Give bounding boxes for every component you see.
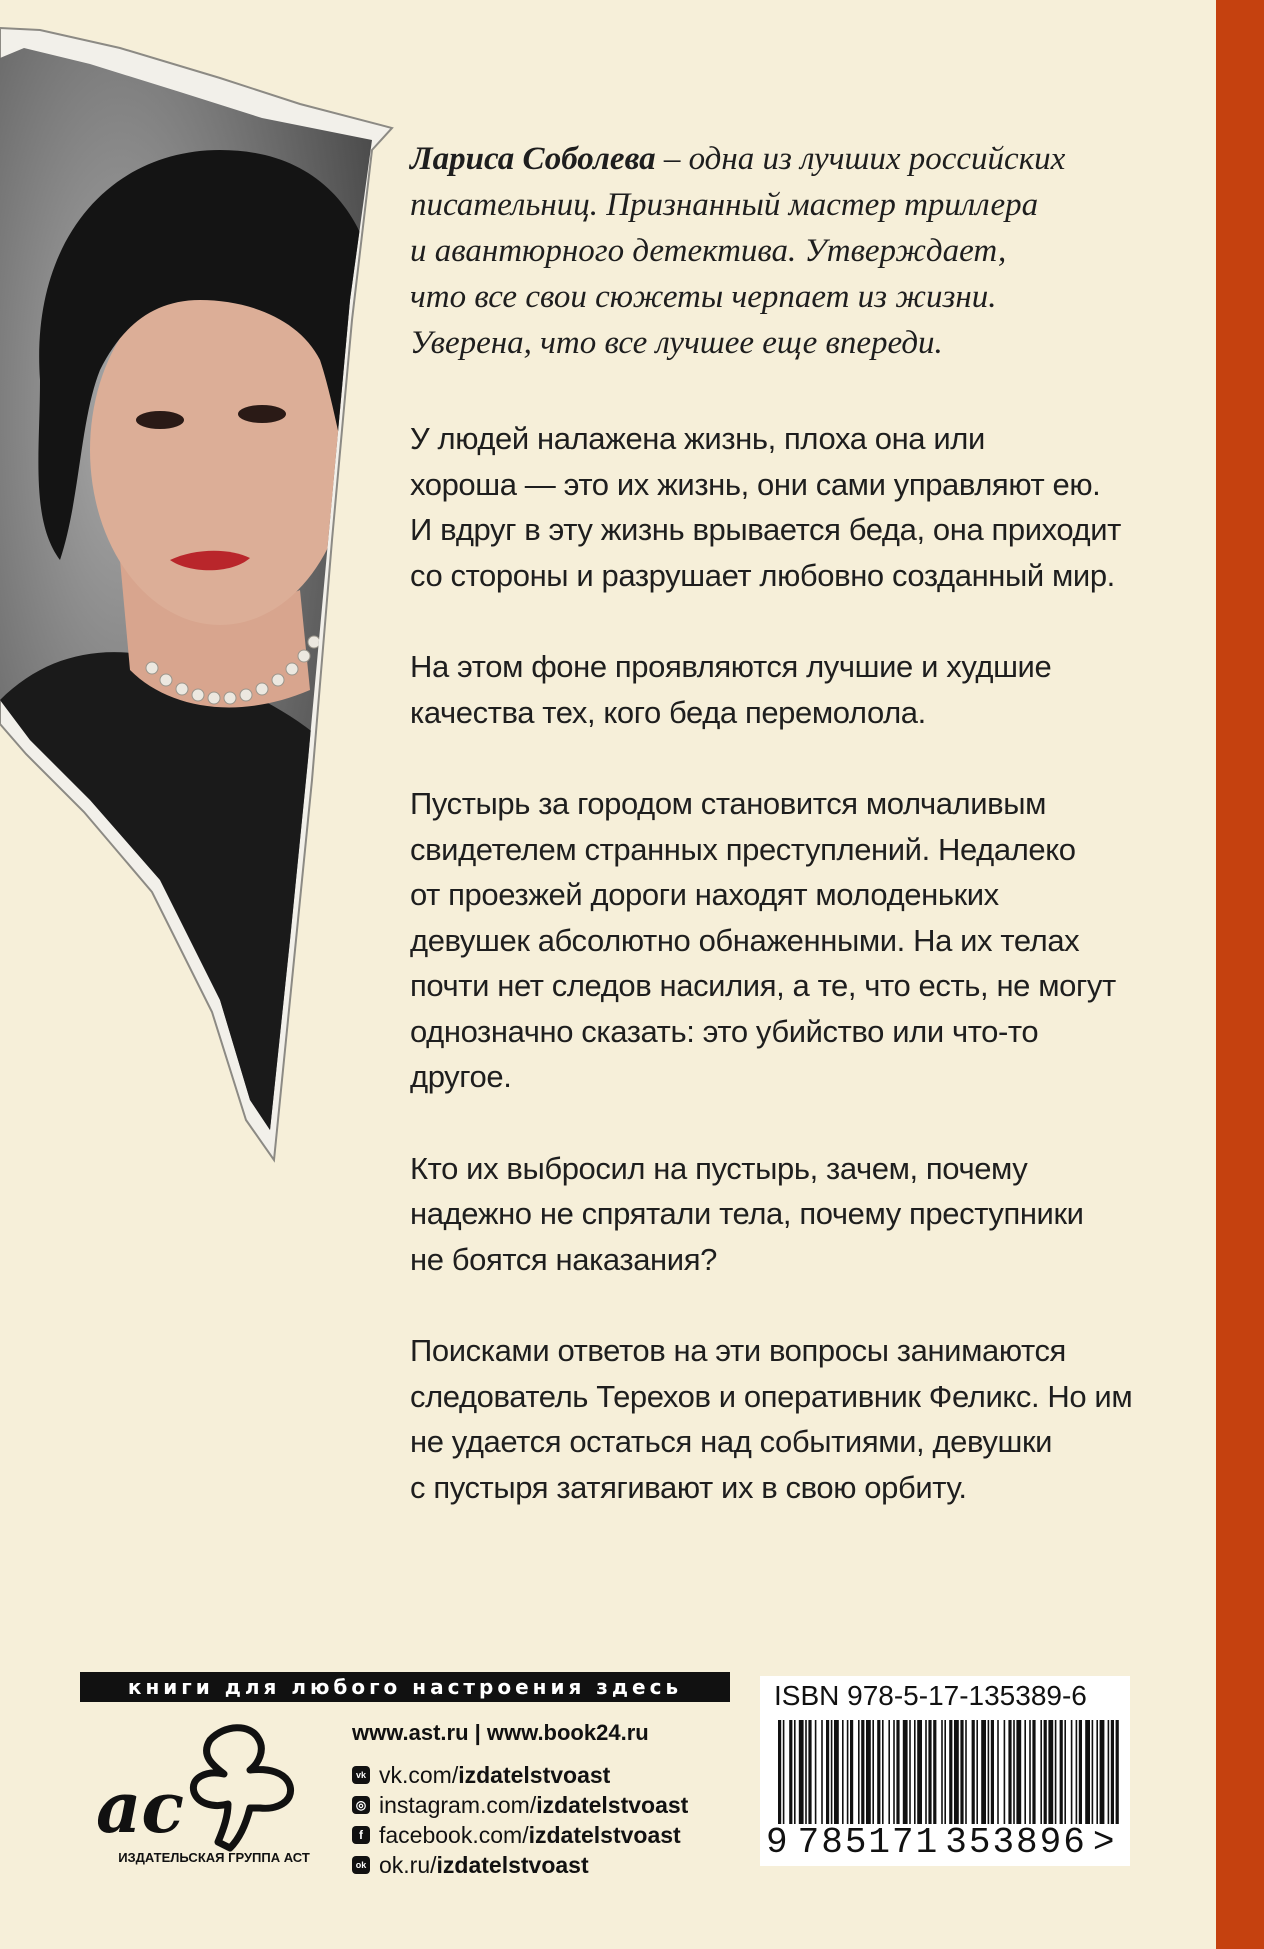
annotation-text <box>410 136 1190 1556</box>
tagline-banner: книги для любого настроения здесь <box>80 1672 730 1702</box>
odnoklassniki-icon: ok <box>352 1856 370 1874</box>
social-link-facebook[interactable]: f facebook.com/ izdatelstvoast <box>352 1820 688 1850</box>
barcode-bars <box>774 1720 1122 1828</box>
paragraph-2: На этом фоне проявляются лучшие и худшие качества тех, кого беда перемолола. <box>410 649 1052 730</box>
logo-cross-icon <box>193 1728 290 1848</box>
instagram-icon: ◎ <box>352 1796 370 1814</box>
publisher-websites[interactable]: www.ast.ru | www.book24.ru <box>352 1720 649 1745</box>
paragraph-5: Поисками ответов на эти вопросы занимаются следователь Терехов и оперативник Феликс. Но им не удается остаться над событиями, девушки с пустыря затягивают их в свою орбиту. <box>410 1333 1133 1505</box>
paragraph-3: Пустырь за городом становится молчаливым свидетелем странных преступлений. Недалеко от проезжей дороги находят молоденьких девушек абсолютно обнаженными. На их телах почти нет следов насилия, а те, что есть, не могут однозначно сказать: это убийство или что-то другое. <box>410 786 1116 1094</box>
author-photo <box>0 0 400 1180</box>
social-link-odnoklassniki[interactable]: ok ok.ru/ izdatelstvoast <box>352 1850 688 1880</box>
social-link-vk[interactable]: vk vk.com/ izdatelstvoast <box>352 1760 688 1790</box>
paragraph-4: Кто их выбросил на пустырь, зачем, почему надежно не спрятали тела, почему преступники не боятся наказания? <box>410 1150 1084 1277</box>
facebook-icon: f <box>352 1826 370 1844</box>
isbn-barcode <box>760 1676 1130 1866</box>
author-intro: Лариса Соболева – одна из лучших российских писательниц. Признанный мастер триллера и авантюрного детектива. Утверждает, что все свои сюжеты черпает из жизни. Уверена, что все лучшее еще впереди. <box>410 141 1066 361</box>
ast-logo <box>90 1712 320 1862</box>
vk-icon: vk <box>352 1766 370 1784</box>
paragraph-1: У людей налажена жизнь, плоха она или хороша — это их жизнь, они сами управляют ею. И вдруг в эту жизнь врывается беда, она приходит со стороны и разрушает любовно созданный мир. <box>410 421 1121 593</box>
barcode-digits: 9 785171 353896 > <box>766 1822 1115 1863</box>
spine-strip <box>1216 0 1264 1949</box>
social-links <box>352 1760 688 1880</box>
author-name: Лариса Соболева <box>410 141 656 177</box>
logo-text: ac <box>96 1766 184 1849</box>
social-link-instagram[interactable]: ◎ instagram.com/ izdatelstvoast <box>352 1790 688 1820</box>
dark-clothing <box>0 652 360 1180</box>
publisher-imprint: ИЗДАТЕЛЬСКАЯ ГРУППА АСТ <box>118 1850 310 1865</box>
isbn-number: ISBN 978-5-17-135389-6 <box>774 1680 1087 1711</box>
